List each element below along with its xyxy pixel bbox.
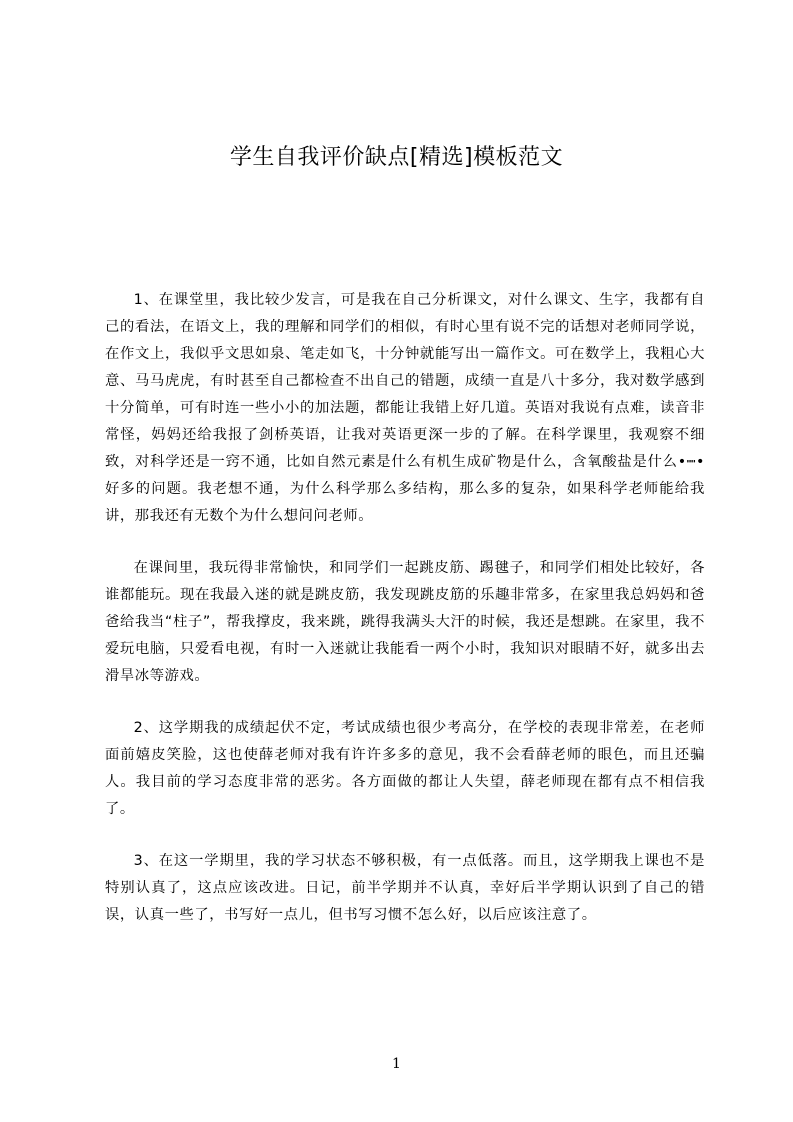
page-title: 学生自我评价缺点[精选]模板范文 xyxy=(229,145,564,170)
paragraph-4: 3、在这一学期里，我的学习状态不够积极，有一点低落。而且，这学期我上课也不是特别认真了，这点应该改进。日记，前半学期并不认真，幸好后半学期认识到了自己的错误，认真一些了，书写好一点儿，但书写习惯不怎么好，以后应该注意了。 xyxy=(105,853,705,923)
document-body xyxy=(105,287,705,954)
page-number: 1 xyxy=(392,1056,401,1072)
paragraph-2: 在课间里，我玩得非常愉快，和同学们一起跳皮筋、踢毽子，和同学们相处比较好，各谁都能玩。现在我最入迷的就是跳皮筋，我发现跳皮筋的乐趣非常多，在家里我总妈妈和爸爸给我当“柱子”，帮我撑皮，我来跳，跳得我满头大汗的时候，我还是想跳。在家里，我不爱玩电脑，只爱看电视，有时一入迷就让我能看一两个小时，我知识对眼睛不好，就多出去滑旱冰等游戏。 xyxy=(105,560,705,684)
paragraph-3: 2、这学期我的成绩起伏不定，考试成绩也很少考高分，在学校的表现非常差，在老师面前嬉皮笑脸，这也使薛老师对我有许许多多的意见，我不会看薛老师的眼色，而且还骗人。我目前的学习态度非常的恶劣。各方面做的都让人失望，薛老师现在都有点不相信我了。 xyxy=(105,720,705,817)
paragraph-1: 1、在课堂里，我比较少发言，可是我在自己分析课文，对什么课文、生字，我都有自己的看法，在语文上，我的理解和同学们的相似，有时心里有说不完的话想对老师同学说，在作文上，我似乎文思如泉、笔走如飞，十分钟就能写出一篇作文。可在数学上，我粗心大意、马马虎虎，有时甚至自己都检查不出自己的错题，成绩一直是八十多分，我对数学感到十分简单，可有时连一些小小的加法题，都能让我错上好几道。英语对我说有点难，读音非常怪，妈妈还给我报了剑桥英语，让我对英语更深一步的了解。在科学课里，我观察不细致，对科学还是一窍不通，比如自然元素是什么有机生成矿物是什么，含氧酸盐是什么•┉•好多的问题。我老想不通，为什么科学那么多结构，那么多的复杂，如果科学老师能给我讲，那我还有无数个为什么想问问老师。 xyxy=(105,292,705,524)
